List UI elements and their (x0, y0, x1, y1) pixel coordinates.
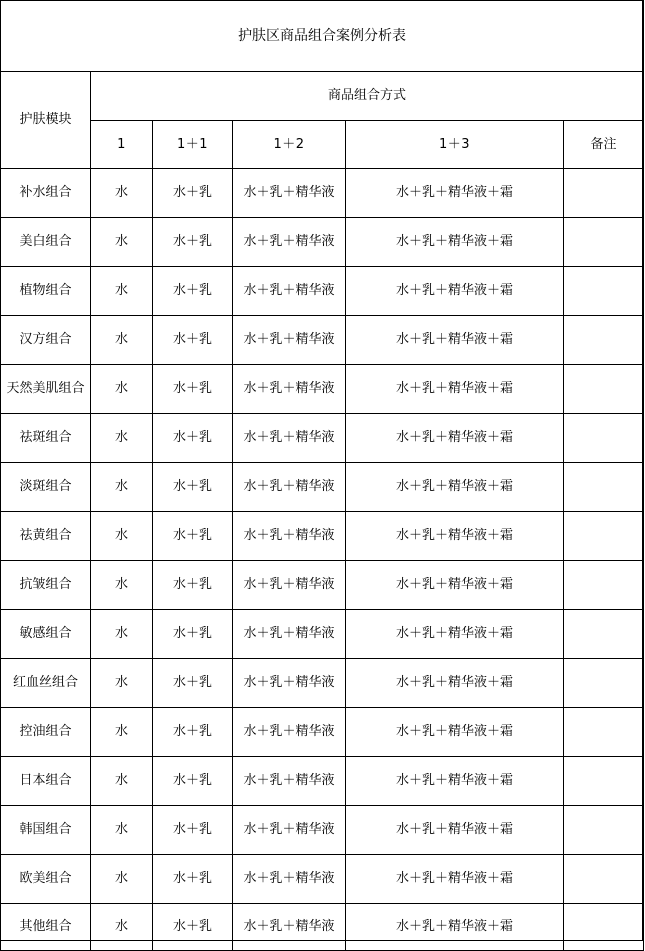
row-combo-1-plus-2: 水＋乳＋精华液 (233, 659, 346, 708)
row-note (564, 610, 644, 659)
header-combo-method: 商品组合方式 (91, 72, 644, 121)
row-name: 祛斑组合 (1, 414, 91, 463)
row-combo-1-plus-3: 水＋乳＋精华液＋霜 (346, 757, 564, 806)
row-combo-1-plus-1: 水＋乳 (153, 316, 233, 365)
row-combo-1-plus-2: 水＋乳＋精华液 (233, 561, 346, 610)
row-note (564, 855, 644, 904)
row-combo-1-plus-2: 水＋乳＋精华液 (233, 708, 346, 757)
row-note (564, 904, 644, 951)
table-row (1, 659, 644, 708)
table-row (1, 708, 644, 757)
row-combo-1-plus-1: 水＋乳 (153, 904, 233, 951)
row-note (564, 414, 644, 463)
row-name: 抗皱组合 (1, 561, 91, 610)
row-name: 汉方组合 (1, 316, 91, 365)
row-combo-1-plus-3: 水＋乳＋精华液＋霜 (346, 561, 564, 610)
row-combo-1-plus-1: 水＋乳 (153, 708, 233, 757)
row-combo-1-plus-2: 水＋乳＋精华液 (233, 463, 346, 512)
row-combo-1-plus-1: 水＋乳 (153, 855, 233, 904)
row-combo-1: 水 (91, 855, 153, 904)
row-name: 祛黄组合 (1, 512, 91, 561)
row-combo-1: 水 (91, 708, 153, 757)
row-combo-1-plus-1: 水＋乳 (153, 659, 233, 708)
row-combo-1: 水 (91, 463, 153, 512)
row-note (564, 512, 644, 561)
row-combo-1-plus-2: 水＋乳＋精华液 (233, 218, 346, 267)
row-name: 控油组合 (1, 708, 91, 757)
row-note (564, 708, 644, 757)
row-name: 日本组合 (1, 757, 91, 806)
row-note (564, 463, 644, 512)
header-col-1-plus-2: 1＋2 (233, 121, 346, 169)
row-combo-1: 水 (91, 561, 153, 610)
row-note (564, 365, 644, 414)
row-name: 其他组合 (1, 904, 91, 951)
row-combo-1-plus-1: 水＋乳 (153, 561, 233, 610)
row-note (564, 806, 644, 855)
header-col-1: 1 (91, 121, 153, 169)
row-combo-1-plus-3: 水＋乳＋精华液＋霜 (346, 806, 564, 855)
row-combo-1: 水 (91, 512, 153, 561)
row-combo-1: 水 (91, 806, 153, 855)
row-combo-1-plus-3: 水＋乳＋精华液＋霜 (346, 659, 564, 708)
row-combo-1-plus-2: 水＋乳＋精华液 (233, 267, 346, 316)
table-row (1, 414, 644, 463)
table-row (1, 610, 644, 659)
table-row (1, 757, 644, 806)
table-row (1, 218, 644, 267)
row-combo-1-plus-3: 水＋乳＋精华液＋霜 (346, 708, 564, 757)
row-combo-1: 水 (91, 218, 153, 267)
row-name: 美白组合 (1, 218, 91, 267)
row-combo-1-plus-3: 水＋乳＋精华液＋霜 (346, 610, 564, 659)
row-combo-1: 水 (91, 610, 153, 659)
row-note (564, 659, 644, 708)
header-module: 护肤模块 (1, 72, 91, 169)
row-combo-1-plus-3: 水＋乳＋精华液＋霜 (346, 855, 564, 904)
table-row (1, 365, 644, 414)
row-combo-1: 水 (91, 316, 153, 365)
row-combo-1: 水 (91, 365, 153, 414)
row-combo-1-plus-3: 水＋乳＋精华液＋霜 (346, 414, 564, 463)
row-combo-1-plus-1: 水＋乳 (153, 218, 233, 267)
row-combo-1-plus-1: 水＋乳 (153, 512, 233, 561)
row-combo-1-plus-1: 水＋乳 (153, 806, 233, 855)
row-combo-1-plus-2: 水＋乳＋精华液 (233, 414, 346, 463)
row-note (564, 561, 644, 610)
row-combo-1-plus-3: 水＋乳＋精华液＋霜 (346, 267, 564, 316)
row-combo-1: 水 (91, 757, 153, 806)
row-note (564, 757, 644, 806)
row-combo-1-plus-2: 水＋乳＋精华液 (233, 904, 346, 951)
row-name: 植物组合 (1, 267, 91, 316)
row-note (564, 218, 644, 267)
row-combo-1: 水 (91, 267, 153, 316)
row-name: 敏感组合 (1, 610, 91, 659)
row-combo-1-plus-3: 水＋乳＋精华液＋霜 (346, 218, 564, 267)
row-combo-1-plus-2: 水＋乳＋精华液 (233, 169, 346, 218)
header-col-note: 备注 (564, 121, 644, 169)
row-name: 淡斑组合 (1, 463, 91, 512)
row-combo-1-plus-3: 水＋乳＋精华液＋霜 (346, 904, 564, 951)
table-row (1, 806, 644, 855)
row-combo-1-plus-2: 水＋乳＋精华液 (233, 316, 346, 365)
row-combo-1-plus-3: 水＋乳＋精华液＋霜 (346, 463, 564, 512)
row-combo-1: 水 (91, 904, 153, 951)
row-name: 欧美组合 (1, 855, 91, 904)
table-row (1, 855, 644, 904)
row-name: 韩国组合 (1, 806, 91, 855)
row-note (564, 316, 644, 365)
table-row (1, 561, 644, 610)
row-name: 红血丝组合 (1, 659, 91, 708)
row-combo-1-plus-3: 水＋乳＋精华液＋霜 (346, 316, 564, 365)
row-combo-1-plus-1: 水＋乳 (153, 757, 233, 806)
row-note (564, 267, 644, 316)
table-row (1, 316, 644, 365)
table-row (1, 904, 644, 951)
row-combo-1: 水 (91, 414, 153, 463)
row-combo-1: 水 (91, 169, 153, 218)
row-combo-1-plus-2: 水＋乳＋精华液 (233, 757, 346, 806)
row-combo-1-plus-2: 水＋乳＋精华液 (233, 512, 346, 561)
header-col-1-plus-1: 1＋1 (153, 121, 233, 169)
row-combo-1-plus-1: 水＋乳 (153, 463, 233, 512)
row-combo-1-plus-2: 水＋乳＋精华液 (233, 365, 346, 414)
row-combo-1-plus-1: 水＋乳 (153, 610, 233, 659)
row-combo-1-plus-1: 水＋乳 (153, 365, 233, 414)
row-combo-1-plus-2: 水＋乳＋精华液 (233, 806, 346, 855)
header-col-1-plus-3: 1＋3 (346, 121, 564, 169)
row-combo-1-plus-1: 水＋乳 (153, 267, 233, 316)
row-combo-1: 水 (91, 659, 153, 708)
table-row (1, 267, 644, 316)
row-name: 补水组合 (1, 169, 91, 218)
row-combo-1-plus-3: 水＋乳＋精华液＋霜 (346, 512, 564, 561)
row-note (564, 169, 644, 218)
row-combo-1-plus-2: 水＋乳＋精华液 (233, 610, 346, 659)
table-row (1, 463, 644, 512)
row-combo-1-plus-2: 水＋乳＋精华液 (233, 855, 346, 904)
table-title: 护肤区商品组合案例分析表 (1, 1, 644, 72)
row-name: 天然美肌组合 (1, 365, 91, 414)
row-combo-1-plus-1: 水＋乳 (153, 414, 233, 463)
row-combo-1-plus-3: 水＋乳＋精华液＋霜 (346, 169, 564, 218)
table-row (1, 169, 644, 218)
table-row (1, 512, 644, 561)
row-combo-1-plus-1: 水＋乳 (153, 169, 233, 218)
row-combo-1-plus-3: 水＋乳＋精华液＋霜 (346, 365, 564, 414)
